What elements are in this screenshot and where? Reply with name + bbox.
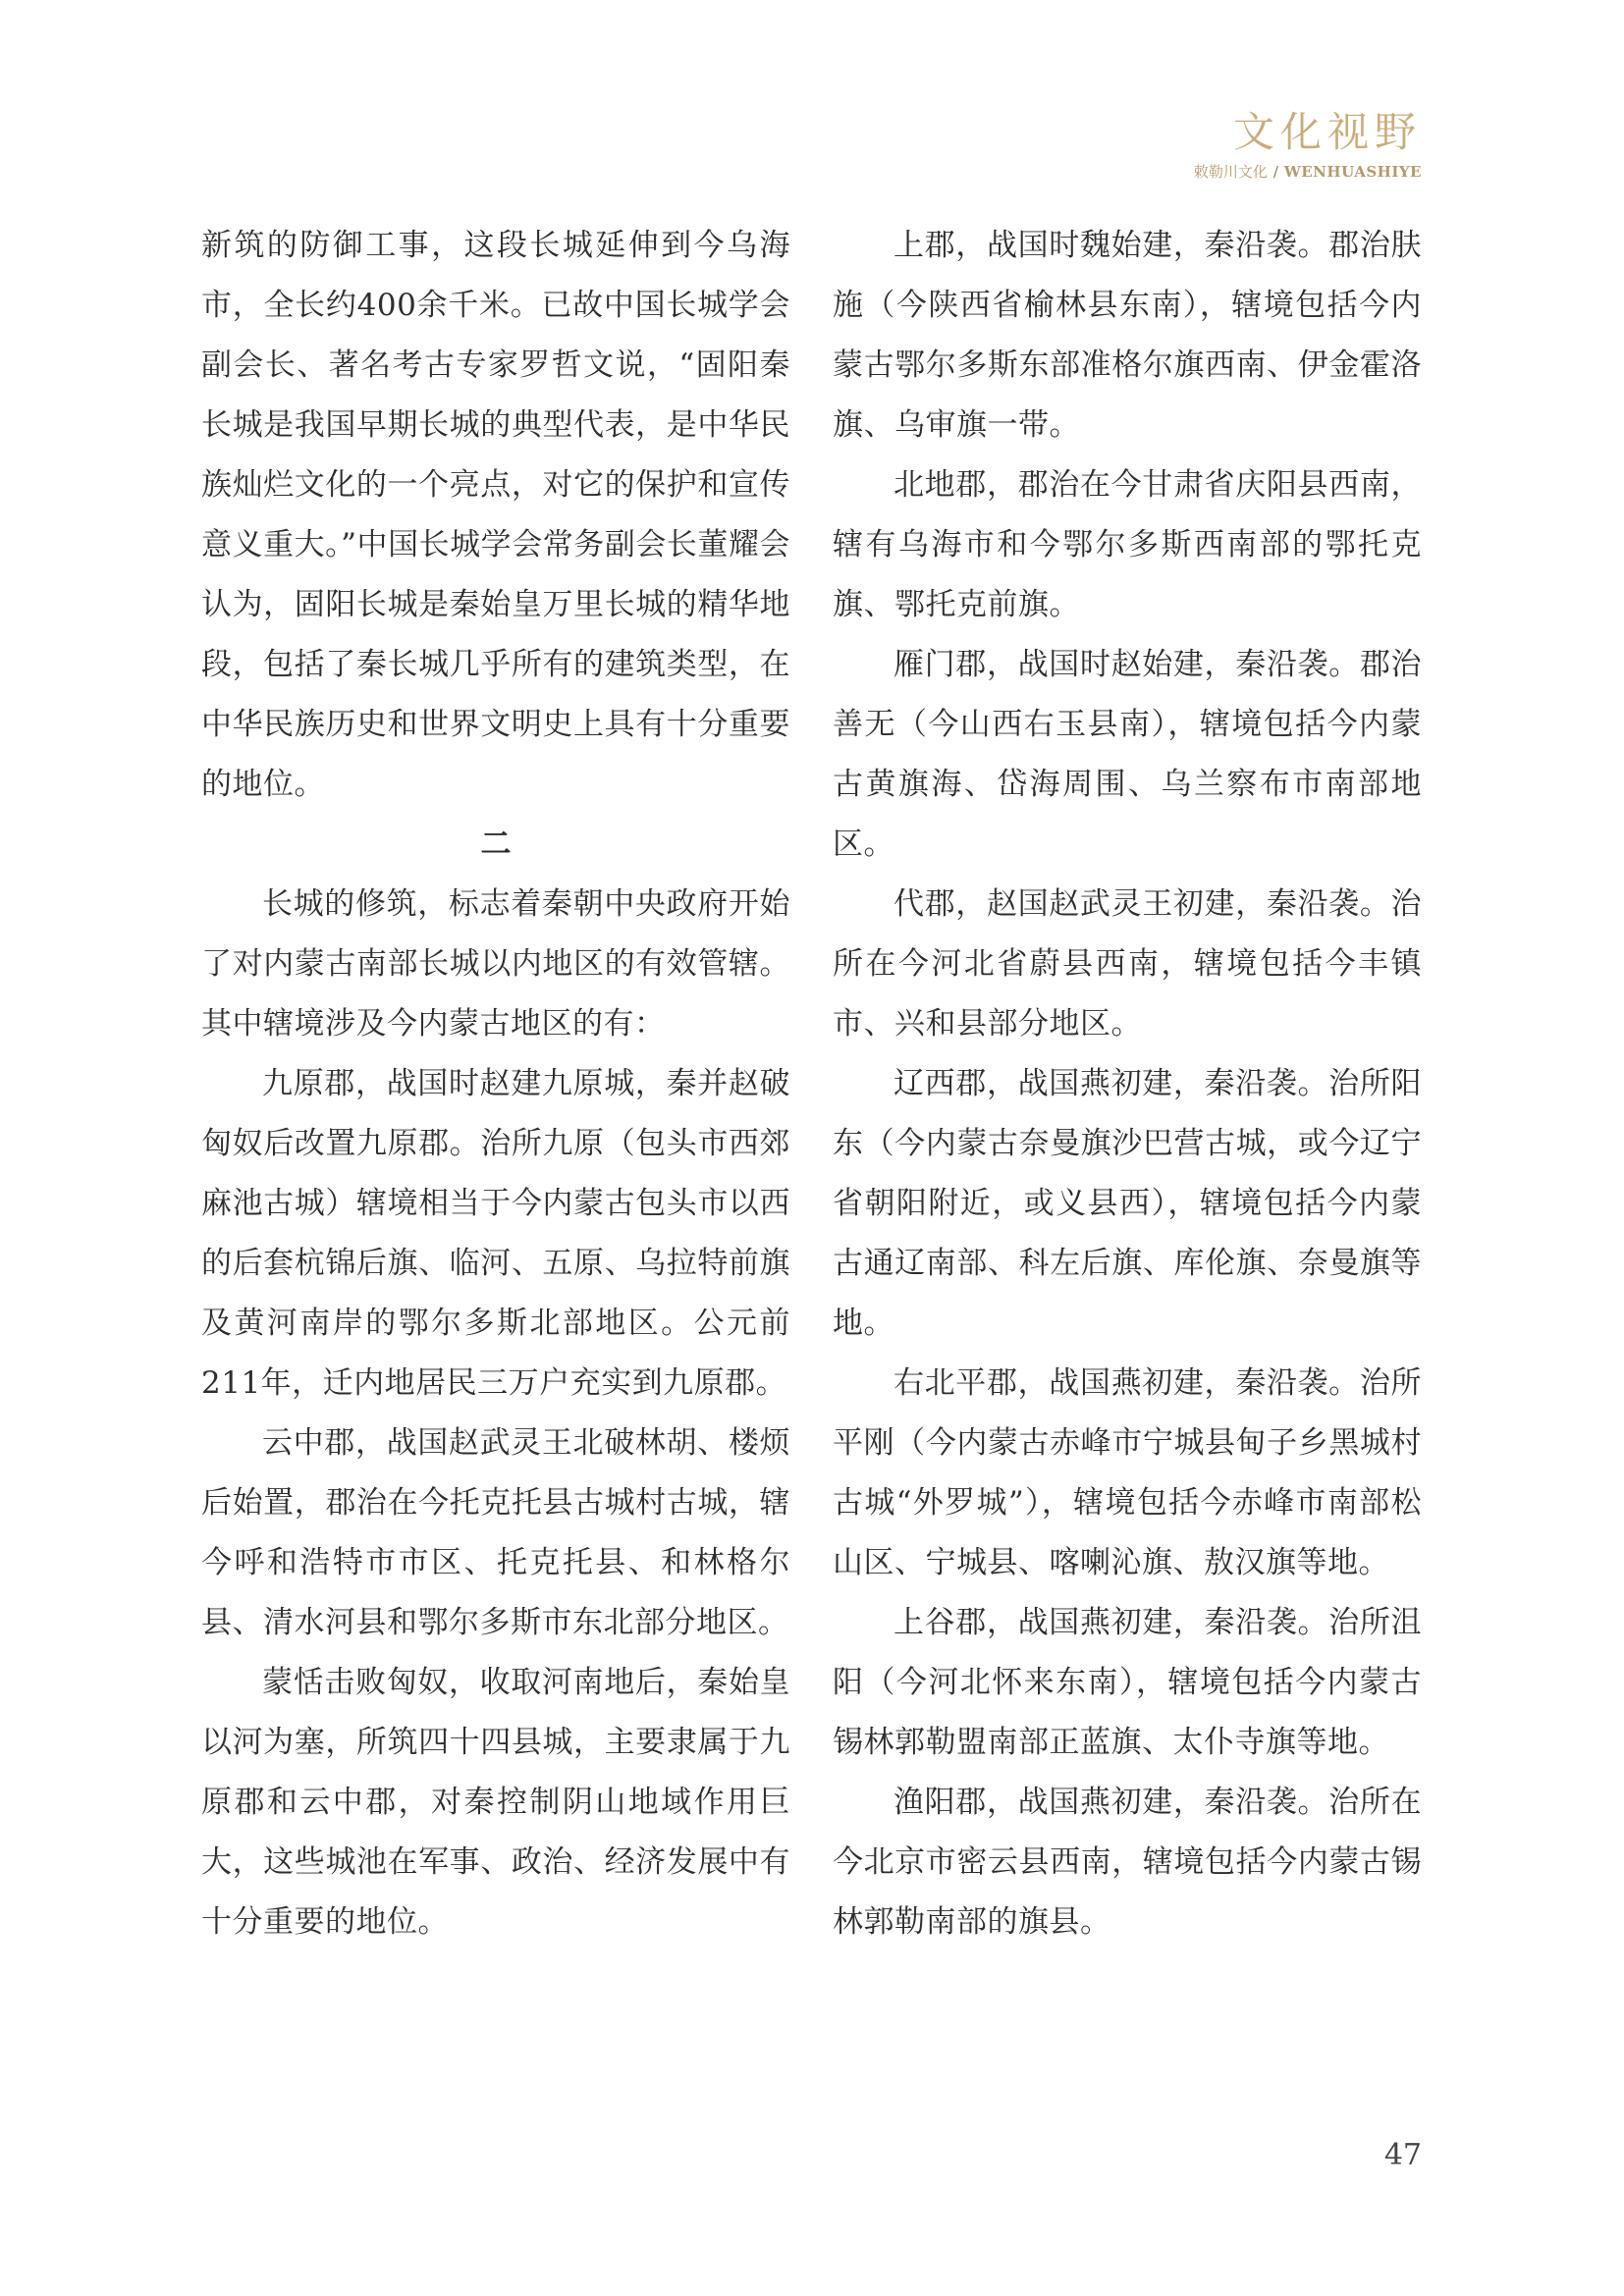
paragraph: 北地郡，郡治在今甘肃省庆阳县西南，辖有乌海市和今鄂尔多斯西南部的鄂托克旗、鄂托克前旗。 (833, 467, 1422, 622)
header-separator: / (1272, 163, 1278, 181)
magazine-name: 敕勒川文化 (1193, 163, 1268, 181)
right-column (833, 216, 1422, 1952)
paragraph: 渔阳郡，战国燕初建，秦沿袭。治所在今北京市密云县西南，辖境包括今内蒙古锡林郭勒南部的旗县。 (833, 1785, 1422, 1940)
page-number: 47 (1383, 2138, 1422, 2172)
paragraph: 雁门郡，战国时赵始建，秦沿袭。郡治善无（今山西右玉县南），辖境包括今内蒙古黄旗海、岱海周围、乌兰察布市南部地区。 (833, 647, 1422, 862)
left-column (201, 216, 790, 1952)
section-pinyin: WENHUASHIYE (1283, 163, 1422, 181)
paragraph: 右北平郡，战国燕初建，秦沿袭。治所平刚（今内蒙古赤峰市宁城县甸子乡黑城村古城“外罗城”），辖境包括今赤峰市南部松山区、宁城县、喀喇沁旗、敖汉旗等地。 (833, 1365, 1422, 1580)
paragraph: 代郡，赵国赵武灵王初建，秦沿袭。治所在今河北省蔚县西南，辖境包括今丰镇市、兴和县部分地区。 (833, 886, 1422, 1041)
paragraph: 上谷郡，战国燕初建，秦沿袭。治所沮阳（今河北怀来东南），辖境包括今内蒙古锡林郭勒盟南部正蓝旗、太仆寺旗等地。 (833, 1605, 1422, 1760)
paragraph: 新筑的防御工事，这段长城延伸到今乌海市，全长约400余千米。已故中国长城学会副会长、著名考古专家罗哲文说，“固阳秦长城是我国早期长城的典型代表，是中华民族灿烂文化的一个亮点，对它的保护和宣传意义重大。”中国长城学会常务副会长董耀会认为，固阳长城是秦始皇万里长城的精华地段，包括了秦长城几乎所有的建筑类型，在中华民族历史和世界文明史上具有十分重要的地位。 (201, 228, 790, 802)
paragraph: 辽西郡，战国燕初建，秦沿袭。治所阳东（今内蒙古奈曼旗沙巴营古城，或今辽宁省朝阳附近，或义县西），辖境包括今内蒙古通辽南部、科左后旗、库伦旗、奈曼旗等地。 (833, 1066, 1422, 1341)
paragraph: 上郡，战国时魏始建，秦沿袭。郡治肤施（今陕西省榆林县东南），辖境包括今内蒙古鄂尔多斯东部准格尔旗西南、伊金霍洛旗、乌审旗一带。 (833, 228, 1422, 443)
paragraph: 九原郡，战国时赵建九原城，秦并赵破匈奴后改置九原郡。治所九原（包头市西郊麻池古城）辖境相当于今内蒙古包头市以西的后套杭锦后旗、临河、五原、乌拉特前旗及黄河南岸的鄂尔多斯北部地区。公元前211年，迁内地居民三万户充实到九原郡。 (201, 1066, 790, 1401)
section-heading: 二 (480, 827, 512, 862)
paragraph: 长城的修筑，标志着秦朝中央政府开始了对内蒙古南部长城以内地区的有效管辖。其中辖境涉及今内蒙古地区的有： (201, 886, 790, 1041)
paragraph: 蒙恬击败匈奴，收取河南地后，秦始皇以河为塞，所筑四十四县城，主要隶属于九原郡和云中郡，对秦控制阴山地域作用巨大，这些城池在军事、政治、经济发展中有十分重要的地位。 (201, 1665, 790, 1940)
header-subtitle (1194, 165, 1422, 180)
paragraph: 云中郡，战国赵武灵王北破林胡、楼烦后始置，郡治在今托克托县古城村古城，辖今呼和浩特市市区、托克托县、和林格尔县、清水河县和鄂尔多斯市东北部分地区。 (201, 1425, 790, 1640)
section-title: 文化视野 (1232, 108, 1422, 156)
